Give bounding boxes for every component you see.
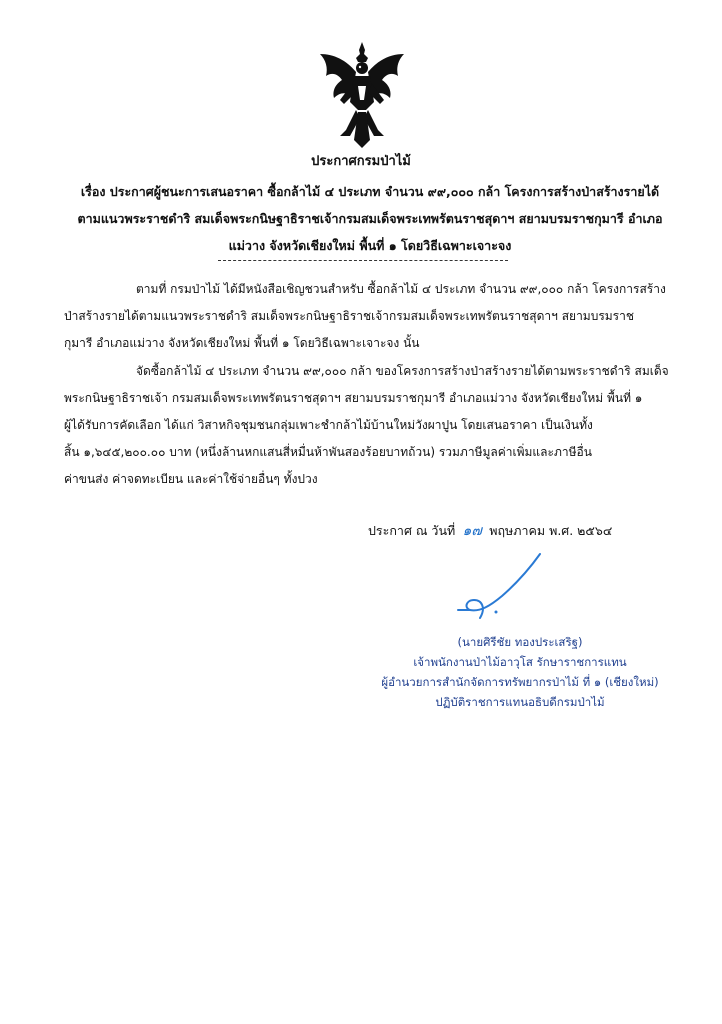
paragraph-line: ป่าสร้างรายได้ตามแนวพระราชดำริ สมเด็จพระกนิษฐาธิราชเจ้ากรมสมเด็จพระเทพรัตนราชสุดาฯ สยามบรมราช xyxy=(64,309,635,323)
paragraph-line: ผู้ได้รับการคัดเลือก ได้แก่ วิสาหกิจชุมชนกลุ่มเพาะชำกล้าไม้บ้านใหม่วังผาปูน โดยเสนอราคา เป็นเงินทั้ง xyxy=(64,418,593,432)
signer-name: (นายศิรีชัย ทองประเสริฐ) xyxy=(457,635,583,649)
subject-heading xyxy=(70,178,670,259)
handwritten-day: ๑๗ xyxy=(462,523,482,539)
agency-title: ประกาศกรมป่าไม้ xyxy=(311,154,411,169)
garuda-emblem-icon xyxy=(316,40,408,150)
signer-position: ผู้อำนวยการสำนักจัดการทรัพยากรป่าไม้ ที่ ๑ (เชียงใหม่) xyxy=(381,675,659,689)
paragraph-line: พระกนิษฐาธิราชเจ้า กรมสมเด็จพระเทพรัตนราชสุดาฯ สยามบรมราชกุมารี อำเภอแม่วาง จังหวัดเชียงใหม่ พื้นที่ ๑ xyxy=(64,391,643,405)
paragraph-line: ตามที่ กรมป่าไม้ ได้มีหนังสือเชิญชวนสำหรับ ซื้อกล้าไม้ ๔ ประเภท จำนวน ๙๙,๐๐๐ กล้า โครงการสร้าง xyxy=(136,282,666,296)
dashed-divider xyxy=(218,260,508,261)
paragraph-line: สิ้น ๑,๖๔๕,๒๐๐.๐๐ บาท (หนึ่งล้านหกแสนสี่หมื่นห้าพันสองร้อยบาทถ้วน) รวมภาษีมูลค่าเพิ่มและภาษีอื่น xyxy=(64,445,592,459)
paragraph-line: กุมารี อำเภอแม่วาง จังหวัดเชียงใหม่ พื้นที่ ๑ โดยวิธีเฉพาะเจาะจง นั้น xyxy=(64,336,420,350)
signature-block xyxy=(340,632,700,712)
signer-position: เจ้าพนักงานป่าไม้อาวุโส รักษาราชการแทน xyxy=(413,655,627,669)
subject-line: ตามแนวพระราชดำริ สมเด็จพระกนิษฐาธิราชเจ้ากรมสมเด็จพระเทพรัตนราชสุดาฯ สยามบรมราชกุมารี อำเภอ xyxy=(77,211,663,226)
subject-line: แม่วาง จังหวัดเชียงใหม่ พื้นที่ ๑ โดยวิธีเฉพาะเจาะจง xyxy=(228,238,512,253)
subject-line: เรื่อง ประกาศผู้ชนะการเสนอราคา ซื้อกล้าไม้ ๔ ประเภท จำนวน ๙๙,๐๐๐ กล้า โครงการสร้างป่าสร้างรายได้ xyxy=(80,184,660,199)
announcement-date xyxy=(368,520,612,542)
announce-suffix: พฤษภาคม พ.ศ. ๒๕๖๔ xyxy=(489,523,613,538)
announce-prefix: ประกาศ ณ วันที่ xyxy=(368,523,456,538)
paragraph-line: จัดซื้อกล้าไม้ ๔ ประเภท จำนวน ๙๙,๐๐๐ กล้า ของโครงการสร้างป่าสร้างรายได้ตามพระราชดำริ สมเด็จ xyxy=(136,364,669,378)
signer-position: ปฏิบัติราชการแทนอธิบดีกรมป่าไม้ xyxy=(435,695,605,709)
paragraph-invitation xyxy=(64,276,692,357)
paragraph-line: ค่าขนส่ง ค่าจดทะเบียน และค่าใช้จ่ายอื่นๆ ทั้งปวง xyxy=(64,472,318,486)
paragraph-award xyxy=(64,358,692,493)
handwritten-signature-icon xyxy=(430,548,570,628)
